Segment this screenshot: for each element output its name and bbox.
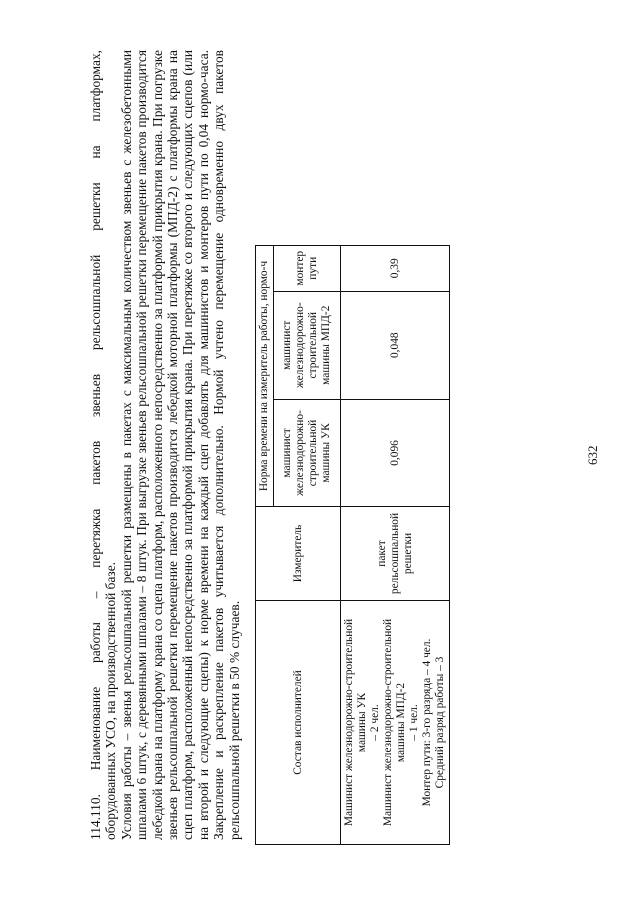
heading-line-2: оборудованных УСО, на производственной базе. [103, 561, 119, 840]
page-number: 632 [585, 445, 600, 465]
value-mpd: 0,048 [341, 291, 450, 399]
norm-table [255, 245, 450, 845]
work-conditions: Условия работы – звенья рельсошпальной решетки размещены в пакетах с максимальным количеством звеньев с железобетонными шпалами 6 штук, с деревянными шпалами – 8 штук. При выгрузке звеньев рельсошпальной решетки перемещение пакетов производится лебедкой крана на платформу крана со сцепа платформ, расположенного непосредственно за платформой прикрытия крана. При погрузке звеньев рельсошпальной решетки перемещение пакетов производится лебедкой моторной платформы (МПД-2) с платформы крана на сцеп платформ, расположенный непосредственно за платформой прикрытия крана. При перетяжке со второго и следующих сцепов (или на второй и следующие сцепы) к норме времени на каждый сцеп добавлять для машинистов и монтеров пути по 0,04 нормо-часа. Закрепление и раскрепление пакетов учитывается дополнительно. Нормой учтено перемещение одновременно двух пакетов рельсошпальной решетки в 50 % случаев. [118, 50, 242, 840]
izmeritel-cell: пакет рельсошпальной решетки [341, 507, 450, 601]
sostav-line: Монтер пути: 3-го разряда – 4 чел. [421, 638, 433, 807]
document-body [88, 50, 242, 840]
header-norma: Норма времени на измеритель работы, нормо-ч [256, 246, 274, 507]
sostav-line: Машинист железнодорожно-строительной машины УК [343, 618, 368, 827]
subheader-monter: монтер пути [274, 246, 341, 292]
heading-line-1: 114.110. Наименование работы – перетяжка пакетов звеньев рельсошпальной решетки на платформах, [88, 50, 103, 840]
header-sostav: Состав исполнителей [256, 601, 341, 845]
value-uk: 0,096 [341, 399, 450, 506]
sostav-cell [341, 601, 450, 845]
sostav-line: – 2 чел. [369, 704, 381, 741]
sostav-line: Средний разряд работы – 3 [434, 656, 446, 789]
sostav-line: Машинист железнодорожно-строительной машины МПД-2 [382, 618, 407, 827]
header-izmeritel: Измеритель [256, 507, 341, 601]
value-monter: 0,39 [341, 246, 450, 292]
sostav-line: – 1 чел. [408, 704, 420, 741]
subheader-mpd: машинист железнодорожно-строительной машины МПД-2 [274, 291, 341, 399]
subheader-uk: машинист железнодорожно-строительной машины УК [274, 399, 341, 506]
